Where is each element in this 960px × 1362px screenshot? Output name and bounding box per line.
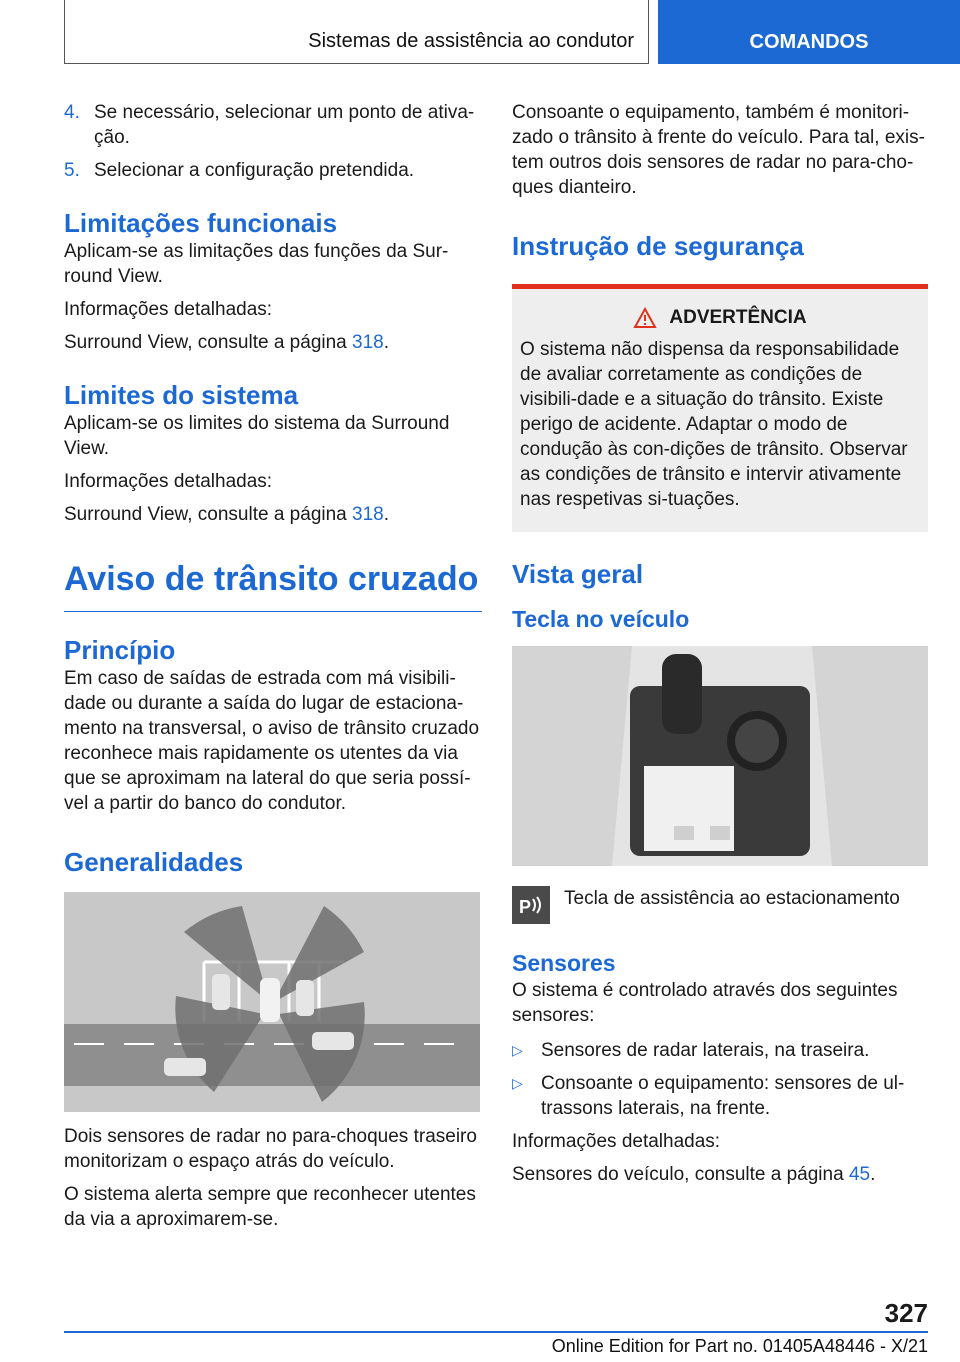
warning-title: ADVERTÊNCIA bbox=[669, 307, 807, 328]
heading-generalidades: Generalidades bbox=[64, 847, 244, 877]
warning-text: O sistema não dispensa da responsabilidade de avaliar corretamente as condições de visibili-dade e a situação do trânsito. Existe perigo de acidente. Adaptar o modo de condução às con-dições de trânsito. Observar as condições de trânsito e intervir ativamente nas respetivas si-tuações. bbox=[520, 339, 908, 510]
info-label: Informações detalhadas: bbox=[64, 299, 273, 320]
heading-principio: Princípio bbox=[64, 635, 176, 665]
left-column bbox=[64, 100, 482, 1232]
intro-text: Consoante o equipamento, também é monitori-zado o trânsito à frente do veículo. Para tal, exis-tem outros dois sensores de radar no para-cho-ques dianteiro. bbox=[512, 102, 925, 198]
page-reference: Surround View, consulte a página 318. bbox=[64, 504, 389, 525]
edition-footer: Online Edition for Part no. 01405A48446 - X/21 bbox=[551, 1336, 928, 1356]
parking-symbol-icon bbox=[517, 893, 545, 917]
console-illustration bbox=[512, 646, 928, 866]
bullet-text: Consoante o equipamento: sensores de ul-trassons laterais, na frente. bbox=[541, 1073, 905, 1119]
bullet-item bbox=[512, 1038, 928, 1063]
sensores-text: O sistema é controlado através dos seguintes sensores: bbox=[512, 980, 898, 1026]
heading-vista-geral: Vista geral bbox=[512, 559, 644, 589]
step-number: 4. bbox=[64, 102, 80, 123]
page-number: 327 bbox=[884, 1298, 928, 1328]
page-link[interactable]: 318 bbox=[352, 332, 384, 353]
bullet-text: Sensores de radar laterais, na traseira. bbox=[541, 1040, 870, 1061]
limitacoes-text: Aplicam-se as limitações das funções da Sur-round View. bbox=[64, 241, 449, 287]
section-title: Sistemas de assistência ao condutor bbox=[308, 30, 634, 52]
chapter-rule bbox=[64, 611, 482, 612]
chapter-title: Aviso de trânsito cruzado bbox=[64, 560, 479, 598]
step-number: 5. bbox=[64, 160, 80, 181]
heading-tecla: Tecla no veículo bbox=[512, 606, 690, 632]
step-4 bbox=[64, 100, 482, 150]
info-label: Informações detalhadas: bbox=[64, 471, 273, 492]
key-caption: Tecla de assistência ao estacionamento bbox=[564, 888, 900, 909]
step-text: Se necessário, selecionar um ponto de ativa-ção. bbox=[94, 102, 475, 148]
page-link[interactable]: 45 bbox=[848, 1164, 871, 1185]
heading-sensores: Sensores bbox=[512, 950, 616, 976]
warning-triangle-icon bbox=[633, 307, 657, 329]
tab-comandos[interactable]: COMANDOS bbox=[658, 0, 960, 64]
parking-assistant-key-icon bbox=[512, 886, 550, 924]
reference-text: Surround View, consulte a página bbox=[64, 332, 353, 353]
figure-description-1: Dois sensores de radar no para-choques traseiro monitorizam o espaço atrás do veículo. bbox=[64, 1126, 477, 1172]
heading-seguranca: Instrução de segurança bbox=[512, 231, 804, 261]
svg-text:P: P bbox=[519, 897, 532, 917]
page-reference: Sensores do veículo, consulte a página 45. bbox=[512, 1164, 876, 1185]
figure-description-2: O sistema alerta sempre que reconhecer utentes da via a aproximarem-se. bbox=[64, 1184, 476, 1230]
info-label: Informações detalhadas: bbox=[512, 1131, 721, 1152]
radar-coverage-diagram bbox=[64, 892, 480, 1112]
right-column bbox=[512, 100, 928, 1187]
page-reference: Surround View, consulte a página 318. bbox=[64, 332, 389, 353]
step-text: Selecionar a configuração pretendida. bbox=[94, 160, 415, 181]
warning-title-row bbox=[520, 307, 920, 329]
warning-box bbox=[512, 284, 928, 532]
principio-text: Em caso de saídas de estrada com má visibili-dade ou durante a saída do lugar de estaciona-mento na transversal, o aviso de trânsito cruzado reconhece mais rapidamente os utentes da via que se aproximam na lateral do que seria possí-vel a partir do banco do condutor. bbox=[64, 668, 480, 814]
reference-text: Sensores do veículo, consulte a página bbox=[512, 1164, 849, 1185]
bullet-triangle-icon: ▷ bbox=[512, 1075, 523, 1091]
limites-text: Aplicam-se os limites do sistema da Surround View. bbox=[64, 413, 450, 459]
heading-limites: Limites do sistema bbox=[64, 380, 299, 410]
step-5 bbox=[64, 158, 482, 183]
page-link[interactable]: 318 bbox=[352, 504, 384, 525]
bullet-item bbox=[512, 1071, 928, 1121]
header-section-box bbox=[64, 0, 649, 64]
reference-text: Surround View, consulte a página bbox=[64, 504, 353, 525]
center-console-photo bbox=[512, 646, 928, 866]
footer-rule bbox=[64, 1331, 928, 1333]
key-caption-row bbox=[512, 886, 928, 924]
cross-traffic-illustration bbox=[64, 892, 480, 1112]
bullet-triangle-icon: ▷ bbox=[512, 1042, 523, 1058]
heading-limitacoes: Limitações funcionais bbox=[64, 208, 338, 238]
